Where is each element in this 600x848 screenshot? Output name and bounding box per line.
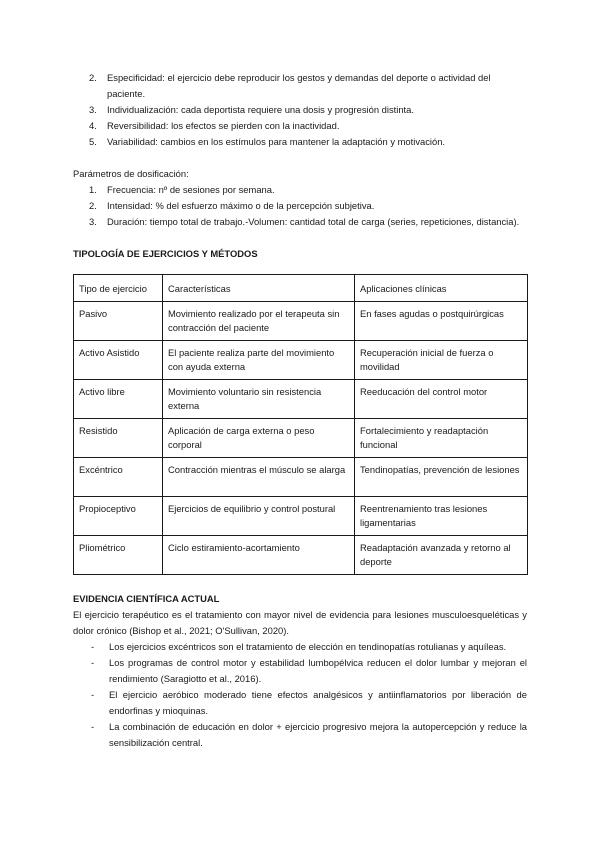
list-item <box>73 182 527 198</box>
list-number: 5. <box>89 136 97 147</box>
table-cell: Pasivo <box>74 302 163 341</box>
table-row <box>74 302 528 341</box>
dash-bullet: - <box>91 657 95 668</box>
evidence-paragraph: El ejercicio terapéutico es el tratamiento con mayor nivel de evidencia para lesiones musculoesqueléticas y dolor crónico (Bishop et al., 2021; O'Sullivan, 2020). <box>73 609 527 636</box>
dosing-intro: Parámetros de dosificación: <box>73 168 189 179</box>
table-cell: Activo Asistido <box>74 341 163 380</box>
list-text: Duración: tiempo total de trabajo.-Volumen: cantidad total de carga (series, repeticiones, distancia). <box>107 216 520 227</box>
table-cell: Movimiento realizado por el terapeuta sin contracción del paciente <box>163 302 355 341</box>
table-cell: Movimiento voluntario sin resistencia externa <box>163 380 355 419</box>
list-text: La combinación de educación en dolor + ejercicio progresivo mejora la autopercepción y reduce la sensibilización central. <box>109 721 527 748</box>
principles-list <box>73 70 527 150</box>
list-item <box>73 214 527 230</box>
list-text: Los ejercicios excéntricos son el tratamiento de elección en tendinopatías rotulianas y aquíleas. <box>109 641 507 652</box>
list-text: Frecuencia: nº de sesiones por semana. <box>107 184 275 195</box>
list-number: 1. <box>89 184 97 195</box>
typology-heading: TIPOLOGÍA DE EJERCICIOS Y MÉTODOS <box>73 248 258 259</box>
table-cell: El paciente realiza parte del movimiento con ayuda externa <box>163 341 355 380</box>
table-row <box>74 536 528 575</box>
list-number: 2. <box>89 72 97 83</box>
list-text: Especificidad: el ejercicio debe reproducir los gestos y demandas del deporte o actividad del paciente. <box>107 72 491 99</box>
list-text: Los programas de control motor y estabilidad lumbopélvica reducen el dolor lumbar y mejoran el rendimiento (Saragiotto et al., 2016). <box>109 657 527 684</box>
table-cell: Propioceptivo <box>74 497 163 536</box>
table-cell: Aplicación de carga externa o peso corporal <box>163 419 355 458</box>
table-cell: Reeducación del control motor <box>355 380 528 419</box>
dash-bullet: - <box>91 689 95 700</box>
list-item <box>73 70 527 102</box>
column-header: Aplicaciones clínicas <box>355 275 528 302</box>
list-number: 3. <box>89 104 97 115</box>
evidence-heading: EVIDENCIA CIENTÍFICA ACTUAL <box>73 593 220 604</box>
list-item <box>73 102 527 118</box>
table-row <box>74 419 528 458</box>
table-cell: Resistido <box>74 419 163 458</box>
list-text: El ejercicio aeróbico moderado tiene efectos analgésicos y antiinflamatorios por liberación de endorfinas y mioquinas. <box>109 689 527 716</box>
dash-bullet: - <box>91 641 95 652</box>
document-page <box>73 70 527 751</box>
list-item <box>73 639 527 655</box>
list-item <box>73 198 527 214</box>
table-cell: Pliométrico <box>74 536 163 575</box>
table-header-row <box>74 275 528 302</box>
table-cell: Ciclo estiramiento-acortamiento <box>163 536 355 575</box>
list-number: 3. <box>89 216 97 227</box>
table-cell: En fases agudas o postquirúrgicas <box>355 302 528 341</box>
table-row <box>74 341 528 380</box>
table-cell: Reentrenamiento tras lesiones ligamentarias <box>355 497 528 536</box>
table-row <box>74 458 528 497</box>
evidence-list <box>73 639 527 751</box>
list-text: Variabilidad: cambios en los estímulos para mantener la adaptación y motivación. <box>107 136 446 147</box>
list-text: Intensidad: % del esfuerzo máximo o de la percepción subjetiva. <box>107 200 375 211</box>
table-cell: Activo libre <box>74 380 163 419</box>
list-item <box>73 118 527 134</box>
list-number: 2. <box>89 200 97 211</box>
list-text: Reversibilidad: los efectos se pierden con la inactividad. <box>107 120 340 131</box>
column-header: Tipo de ejercicio <box>74 275 163 302</box>
table-cell: Fortalecimiento y readaptación funcional <box>355 419 528 458</box>
table-row <box>74 380 528 419</box>
dash-bullet: - <box>91 721 95 732</box>
table-cell: Contracción mientras el músculo se alarga <box>163 458 355 497</box>
table-cell: Tendinopatías, prevención de lesiones <box>355 458 528 497</box>
list-item <box>73 134 527 150</box>
table-cell: Readaptación avanzada y retorno al deporte <box>355 536 528 575</box>
column-header: Características <box>163 275 355 302</box>
dosing-list <box>73 182 527 230</box>
list-item <box>73 655 527 687</box>
list-number: 4. <box>89 120 97 131</box>
table-cell: Recuperación inicial de fuerza o movilidad <box>355 341 528 380</box>
table-cell: Ejercicios de equilibrio y control postural <box>163 497 355 536</box>
table-cell: Excéntrico <box>74 458 163 497</box>
exercise-table <box>73 274 528 575</box>
list-item <box>73 687 527 719</box>
table-row <box>74 497 528 536</box>
list-item <box>73 719 527 751</box>
list-text: Individualización: cada deportista requiere una dosis y progresión distinta. <box>107 104 414 115</box>
